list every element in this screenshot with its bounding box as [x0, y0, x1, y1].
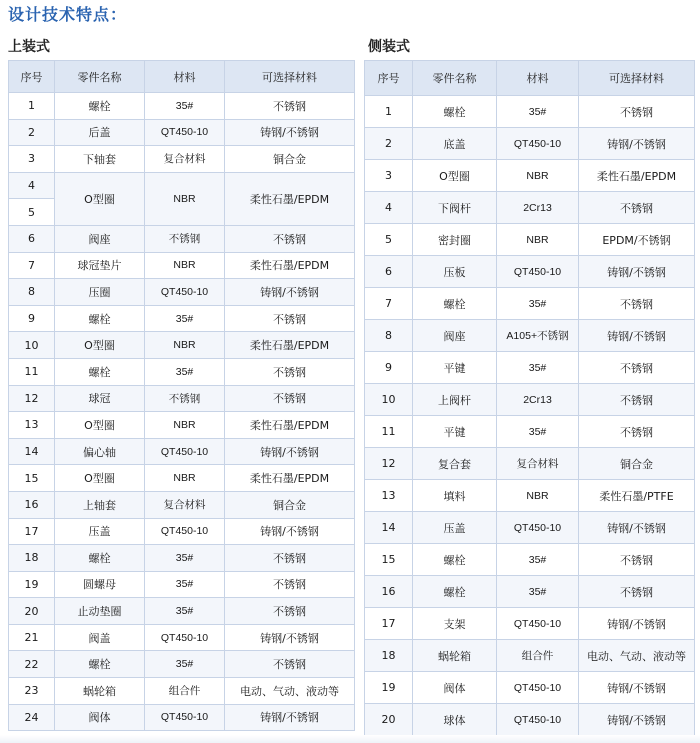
material-cell: QT450-10: [497, 256, 579, 288]
optional-material-cell: 柔性石墨/PTFE: [579, 480, 695, 512]
row-number-cell: 9: [365, 352, 413, 384]
part-name-cell: 螺栓: [55, 93, 145, 120]
row-number-cell: 5: [365, 224, 413, 256]
table-row: [365, 256, 695, 288]
optional-material-cell: 不锈钢: [579, 288, 695, 320]
optional-material-cell: 不锈钢: [579, 192, 695, 224]
table-row: [9, 305, 355, 332]
part-name-cell: 后盖: [55, 119, 145, 146]
header-no: 序号: [9, 61, 55, 93]
optional-material-cell: 柔性石墨/EPDM: [225, 412, 355, 439]
optional-material-cell: 铸钢/不锈钢: [579, 320, 695, 352]
row-number-cell: 8: [9, 279, 55, 306]
table-row: [365, 480, 695, 512]
optional-material-cell: EPDM/不锈钢: [579, 224, 695, 256]
left-section-title: 上装式: [8, 39, 50, 55]
optional-material-cell: 铜合金: [225, 146, 355, 173]
material-cell: NBR: [145, 465, 225, 492]
row-number-cell: 6: [365, 256, 413, 288]
row-number-cell: 3: [9, 146, 55, 173]
material-cell: 35#: [497, 288, 579, 320]
table-row: [9, 598, 355, 625]
part-name-cell: 螺栓: [413, 544, 497, 576]
row-number-cell: 15: [365, 544, 413, 576]
material-cell: 35#: [145, 598, 225, 625]
part-name-cell: 密封圈: [413, 224, 497, 256]
table-row: [365, 128, 695, 160]
optional-material-cell: 铸钢/不锈钢: [225, 119, 355, 146]
part-name-cell: 螺栓: [55, 651, 145, 678]
header-no: 序号: [365, 61, 413, 96]
table-row: [365, 512, 695, 544]
material-cell: QT450-10: [497, 704, 579, 736]
row-number-cell: 18: [365, 640, 413, 672]
part-name-cell: O型圈: [55, 172, 145, 225]
part-name-cell: 阀座: [55, 225, 145, 252]
right-section-title: 侧装式: [368, 39, 410, 55]
optional-material-cell: 电动、气动、液动等: [225, 678, 355, 705]
row-number-cell: 24: [9, 704, 55, 731]
row-number-cell: 2: [365, 128, 413, 160]
material-cell: NBR: [145, 252, 225, 279]
optional-material-cell: 电动、气动、液动等: [579, 640, 695, 672]
row-number-cell: 14: [365, 512, 413, 544]
optional-material-cell: 不锈钢: [225, 545, 355, 572]
optional-material-cell: 不锈钢: [225, 598, 355, 625]
table-row: [9, 252, 355, 279]
row-number-cell: 17: [365, 608, 413, 640]
material-cell: NBR: [145, 412, 225, 439]
table-row: [9, 651, 355, 678]
part-name-cell: 平键: [413, 416, 497, 448]
optional-material-cell: 铸钢/不锈钢: [225, 279, 355, 306]
optional-material-cell: 铜合金: [579, 448, 695, 480]
optional-material-cell: 柔性石墨/EPDM: [225, 465, 355, 492]
material-cell: 35#: [497, 96, 579, 128]
material-cell: QT450-10: [497, 128, 579, 160]
table-row: [365, 608, 695, 640]
part-name-cell: 压圈: [55, 279, 145, 306]
part-name-cell: 圆螺母: [55, 571, 145, 598]
part-name-cell: O型圈: [55, 465, 145, 492]
table-row: [365, 320, 695, 352]
row-number-cell: 18: [9, 545, 55, 572]
side-mount-parts-table: [364, 60, 695, 736]
row-number-cell: 11: [9, 358, 55, 385]
header-optional-material: 可选择材料: [579, 61, 695, 96]
material-cell: 35#: [497, 544, 579, 576]
material-cell: A105+不锈钢: [497, 320, 579, 352]
header-part-name: 零件名称: [413, 61, 497, 96]
row-number-cell: 15: [9, 465, 55, 492]
optional-material-cell: 不锈钢: [579, 576, 695, 608]
row-number-cell: 7: [9, 252, 55, 279]
optional-material-cell: 铸钢/不锈钢: [579, 256, 695, 288]
material-cell: 35#: [145, 571, 225, 598]
table-row: [9, 465, 355, 492]
optional-material-cell: 不锈钢: [225, 305, 355, 332]
row-number-cell: 16: [365, 576, 413, 608]
part-name-cell: 下轴套: [55, 146, 145, 173]
row-number-cell: 23: [9, 678, 55, 705]
part-name-cell: 上阀杆: [413, 384, 497, 416]
part-name-cell: 止动垫圈: [55, 598, 145, 625]
row-number-cell: 10: [365, 384, 413, 416]
part-name-cell: 螺栓: [55, 358, 145, 385]
material-cell: 复合材料: [145, 146, 225, 173]
material-cell: NBR: [145, 332, 225, 359]
part-name-cell: 蜗轮箱: [413, 640, 497, 672]
material-cell: NBR: [145, 172, 225, 225]
part-name-cell: 球体: [413, 704, 497, 736]
material-cell: 2Cr13: [497, 192, 579, 224]
table-row: [365, 96, 695, 128]
part-name-cell: 支架: [413, 608, 497, 640]
part-name-cell: 压盖: [413, 512, 497, 544]
optional-material-cell: 不锈钢: [225, 571, 355, 598]
part-name-cell: O型圈: [55, 412, 145, 439]
optional-material-cell: 不锈钢: [225, 651, 355, 678]
row-number-cell: 19: [365, 672, 413, 704]
table-row: [365, 576, 695, 608]
material-cell: 组合件: [145, 678, 225, 705]
part-name-cell: 螺栓: [55, 305, 145, 332]
part-name-cell: 球冠垫片: [55, 252, 145, 279]
optional-material-cell: 铸钢/不锈钢: [579, 512, 695, 544]
header-material: 材料: [145, 61, 225, 93]
material-cell: 2Cr13: [497, 384, 579, 416]
row-number-cell: 14: [9, 438, 55, 465]
material-cell: QT450-10: [497, 672, 579, 704]
row-number-cell: 9: [9, 305, 55, 332]
part-name-cell: 上轴套: [55, 491, 145, 518]
table-row: [9, 704, 355, 731]
part-name-cell: 蜗轮箱: [55, 678, 145, 705]
table-header-row: [9, 61, 355, 93]
table-row: [365, 192, 695, 224]
optional-material-cell: 不锈钢: [579, 384, 695, 416]
part-name-cell: O型圈: [413, 160, 497, 192]
material-cell: 不锈钢: [145, 385, 225, 412]
row-number-cell: 12: [365, 448, 413, 480]
row-number-cell: 20: [9, 598, 55, 625]
table-row: [365, 384, 695, 416]
row-number-cell: 8: [365, 320, 413, 352]
part-name-cell: 阀盖: [55, 624, 145, 651]
row-number-cell: 21: [9, 624, 55, 651]
optional-material-cell: 不锈钢: [225, 358, 355, 385]
material-cell: QT450-10: [497, 608, 579, 640]
header-part-name: 零件名称: [55, 61, 145, 93]
table-row: [365, 640, 695, 672]
optional-material-cell: 铸钢/不锈钢: [225, 624, 355, 651]
table-row: [9, 571, 355, 598]
table-row: [9, 172, 355, 199]
table-row: [9, 146, 355, 173]
row-number-cell: 1: [9, 93, 55, 120]
optional-material-cell: 不锈钢: [579, 96, 695, 128]
top-mount-table-body: [9, 93, 355, 731]
material-cell: 组合件: [497, 640, 579, 672]
material-cell: 35#: [497, 576, 579, 608]
table-row: [365, 704, 695, 736]
optional-material-cell: 不锈钢: [225, 225, 355, 252]
material-cell: 35#: [497, 416, 579, 448]
optional-material-cell: 不锈钢: [225, 93, 355, 120]
part-name-cell: 压板: [413, 256, 497, 288]
row-number-cell: 11: [365, 416, 413, 448]
row-number-cell: 5: [9, 199, 55, 226]
table-row: [365, 288, 695, 320]
top-mount-parts-table: [8, 60, 355, 731]
row-number-cell: 7: [365, 288, 413, 320]
material-cell: 35#: [145, 358, 225, 385]
part-name-cell: 阀座: [413, 320, 497, 352]
header-optional-material: 可选择材料: [225, 61, 355, 93]
part-name-cell: 螺栓: [413, 288, 497, 320]
optional-material-cell: 不锈钢: [579, 544, 695, 576]
material-cell: QT450-10: [145, 279, 225, 306]
material-cell: QT450-10: [497, 512, 579, 544]
table-row: [365, 544, 695, 576]
row-number-cell: 10: [9, 332, 55, 359]
table-row: [9, 412, 355, 439]
table-row: [9, 491, 355, 518]
table-row: [365, 352, 695, 384]
material-cell: 复合材料: [497, 448, 579, 480]
optional-material-cell: 铸钢/不锈钢: [225, 518, 355, 545]
table-row: [9, 119, 355, 146]
table-row: [9, 624, 355, 651]
row-number-cell: 19: [9, 571, 55, 598]
table-row: [9, 332, 355, 359]
part-name-cell: 阀体: [413, 672, 497, 704]
table-header-row: [365, 61, 695, 96]
material-cell: 35#: [497, 352, 579, 384]
row-number-cell: 13: [365, 480, 413, 512]
row-number-cell: 22: [9, 651, 55, 678]
optional-material-cell: 铸钢/不锈钢: [579, 128, 695, 160]
table-row: [9, 678, 355, 705]
optional-material-cell: 不锈钢: [225, 385, 355, 412]
table-row: [365, 160, 695, 192]
part-name-cell: 螺栓: [413, 576, 497, 608]
part-name-cell: 球冠: [55, 385, 145, 412]
material-cell: QT450-10: [145, 438, 225, 465]
optional-material-cell: 铜合金: [225, 491, 355, 518]
material-cell: NBR: [497, 160, 579, 192]
part-name-cell: 阀体: [55, 704, 145, 731]
optional-material-cell: 柔性石墨/EPDM: [225, 332, 355, 359]
optional-material-cell: 柔性石墨/EPDM: [225, 252, 355, 279]
material-cell: 复合材料: [145, 491, 225, 518]
row-number-cell: 16: [9, 491, 55, 518]
row-number-cell: 3: [365, 160, 413, 192]
optional-material-cell: 铸钢/不锈钢: [225, 704, 355, 731]
table-row: [9, 225, 355, 252]
row-number-cell: 20: [365, 704, 413, 736]
material-cell: 35#: [145, 305, 225, 332]
row-number-cell: 4: [365, 192, 413, 224]
optional-material-cell: 铸钢/不锈钢: [579, 672, 695, 704]
page-bottom-edge: [0, 735, 700, 743]
part-name-cell: 填料: [413, 480, 497, 512]
table-row: [9, 358, 355, 385]
part-name-cell: 下阀杆: [413, 192, 497, 224]
material-cell: QT450-10: [145, 119, 225, 146]
row-number-cell: 17: [9, 518, 55, 545]
row-number-cell: 2: [9, 119, 55, 146]
page-title: 设计技术特点：: [8, 5, 128, 24]
part-name-cell: O型圈: [55, 332, 145, 359]
material-cell: 35#: [145, 651, 225, 678]
material-cell: QT450-10: [145, 624, 225, 651]
part-name-cell: 平键: [413, 352, 497, 384]
row-number-cell: 12: [9, 385, 55, 412]
header-material: 材料: [497, 61, 579, 96]
table-row: [9, 385, 355, 412]
row-number-cell: 4: [9, 172, 55, 199]
table-row: [365, 672, 695, 704]
optional-material-cell: 柔性石墨/EPDM: [579, 160, 695, 192]
table-row: [9, 518, 355, 545]
part-name-cell: 螺栓: [55, 545, 145, 572]
table-row: [9, 279, 355, 306]
table-row: [9, 438, 355, 465]
table-row: [365, 224, 695, 256]
table-row: [365, 448, 695, 480]
part-name-cell: 偏心轴: [55, 438, 145, 465]
material-cell: 35#: [145, 545, 225, 572]
optional-material-cell: 柔性石墨/EPDM: [225, 172, 355, 225]
part-name-cell: 复合套: [413, 448, 497, 480]
part-name-cell: 底盖: [413, 128, 497, 160]
row-number-cell: 1: [365, 96, 413, 128]
table-row: [9, 545, 355, 572]
material-cell: QT450-10: [145, 704, 225, 731]
material-cell: QT450-10: [145, 518, 225, 545]
optional-material-cell: 不锈钢: [579, 416, 695, 448]
row-number-cell: 13: [9, 412, 55, 439]
row-number-cell: 6: [9, 225, 55, 252]
optional-material-cell: 不锈钢: [579, 352, 695, 384]
material-cell: 不锈钢: [145, 225, 225, 252]
part-name-cell: 螺栓: [413, 96, 497, 128]
optional-material-cell: 铸钢/不锈钢: [579, 704, 695, 736]
optional-material-cell: 铸钢/不锈钢: [579, 608, 695, 640]
material-cell: NBR: [497, 224, 579, 256]
material-cell: NBR: [497, 480, 579, 512]
table-row: [9, 93, 355, 120]
side-mount-table-body: [365, 96, 695, 736]
part-name-cell: 压盖: [55, 518, 145, 545]
material-cell: 35#: [145, 93, 225, 120]
optional-material-cell: 铸钢/不锈钢: [225, 438, 355, 465]
table-row: [365, 416, 695, 448]
